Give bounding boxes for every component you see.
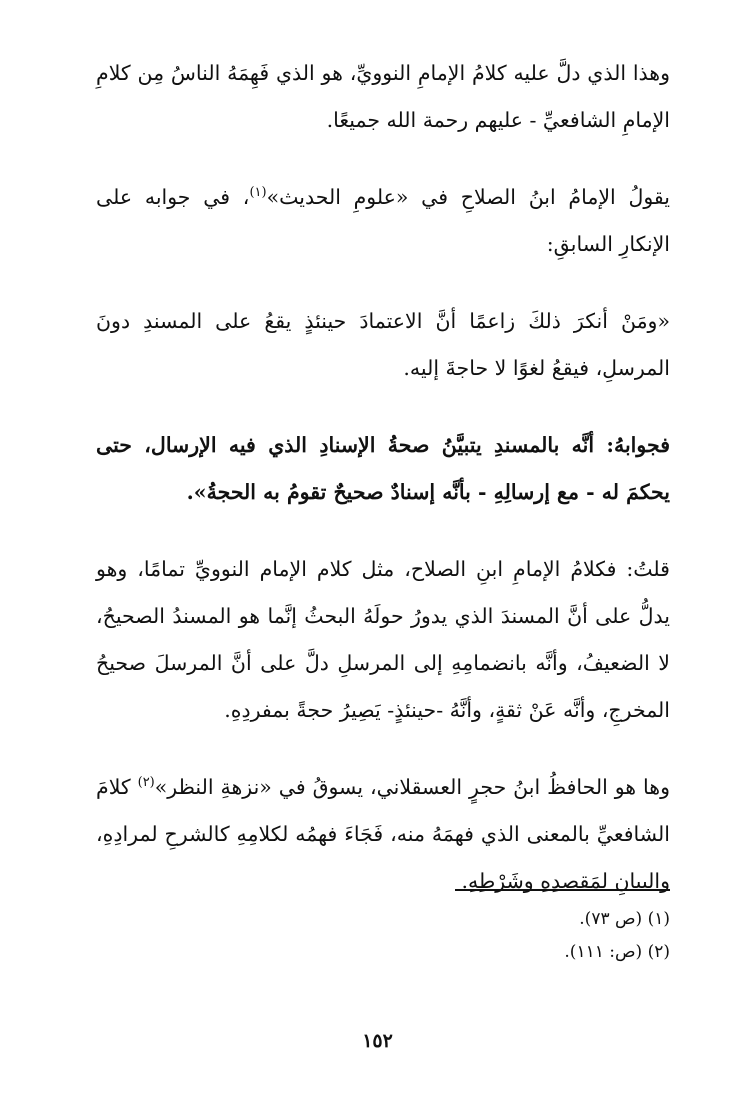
footnote-marker-2: (٢) [137,775,155,791]
page-number: ١٥٢ [362,1030,393,1052]
footnote-2: (٢) (ص: ١١١). [564,942,670,962]
paragraph-2-text-before: يقولُ الإمامُ ابنُ الصلاحِ في «علومِ الحديث» [266,185,671,209]
footnote-marker-1: (١) [249,185,267,201]
paragraph-2 [96,174,670,268]
paragraph-2-text-after: ، في جوابه على الإنكارِ السابقِ: [96,185,670,256]
footnotes [400,903,670,969]
paragraph-6 [96,764,670,905]
footnote-separator [455,889,670,891]
paragraph-6-text-after: كلامَ الشافعيِّ بالمعنى الذي فهمَهُ منه، فَجَاءَ فهمُه لكلامِهِ كالشرحِ لمرادِهِ، والبيانِ لمَقصدِهِ وشَرْطِهِ. [96,775,670,893]
footnote-1: (١) (ص ٧٣). [579,909,670,929]
paragraph-4-quote-bold: فجوابهُ: أنَّه بالمسندِ يتبيَّنُ صحةُ الإسنادِ الذي فيه الإرسال، حتى يحكمَ له - مع إرسالِهِ - بأنَّه إسنادٌ صحيحٌ تقومُ به الحجةُ». [96,433,670,504]
paragraph-3-quote: «ومَنْ أنكرَ ذلكَ زاعمًا أنَّ الاعتمادَ حينئذٍ يقعُ على المسندِ دونَ المرسلِ، فيقعُ لغوًا لا حاجةَ إليه. [96,309,670,380]
paragraph-1: وهذا الذي دلَّ عليه كلامُ الإمامِ النوويِّ، هو الذي فَهِمَهُ الناسُ مِن كلامِ الإمامِ الشافعيِّ - عليهم رحمة الله جميعًا. [96,61,670,132]
main-text [96,50,670,935]
paragraph-5: قلتُ: فكلامُ الإمامِ ابنِ الصلاح، مثل كلام الإمام النوويِّ تمامًا، وهو يدلُّ على أنَّ المسندَ الذي يدورُ حولَهُ البحثُ إنَّما هو المسندُ الصحيحُ، لا الضعيفُ، وأنَّه بانضمامِهِ إلى المرسلِ دلَّ على أنَّ المرسلَ صحيحُ المخرجِ، وأنَّه عَنْ ثقةٍ، وأنَّهُ -حينئذٍ- يَصِيرُ حجةً بمفردِهِ. [96,557,670,722]
paragraph-6-text-before: وها هو الحافظُ ابنُ حجرٍ العسقلاني، يسوقُ في «نزهةِ النظر» [154,775,670,799]
